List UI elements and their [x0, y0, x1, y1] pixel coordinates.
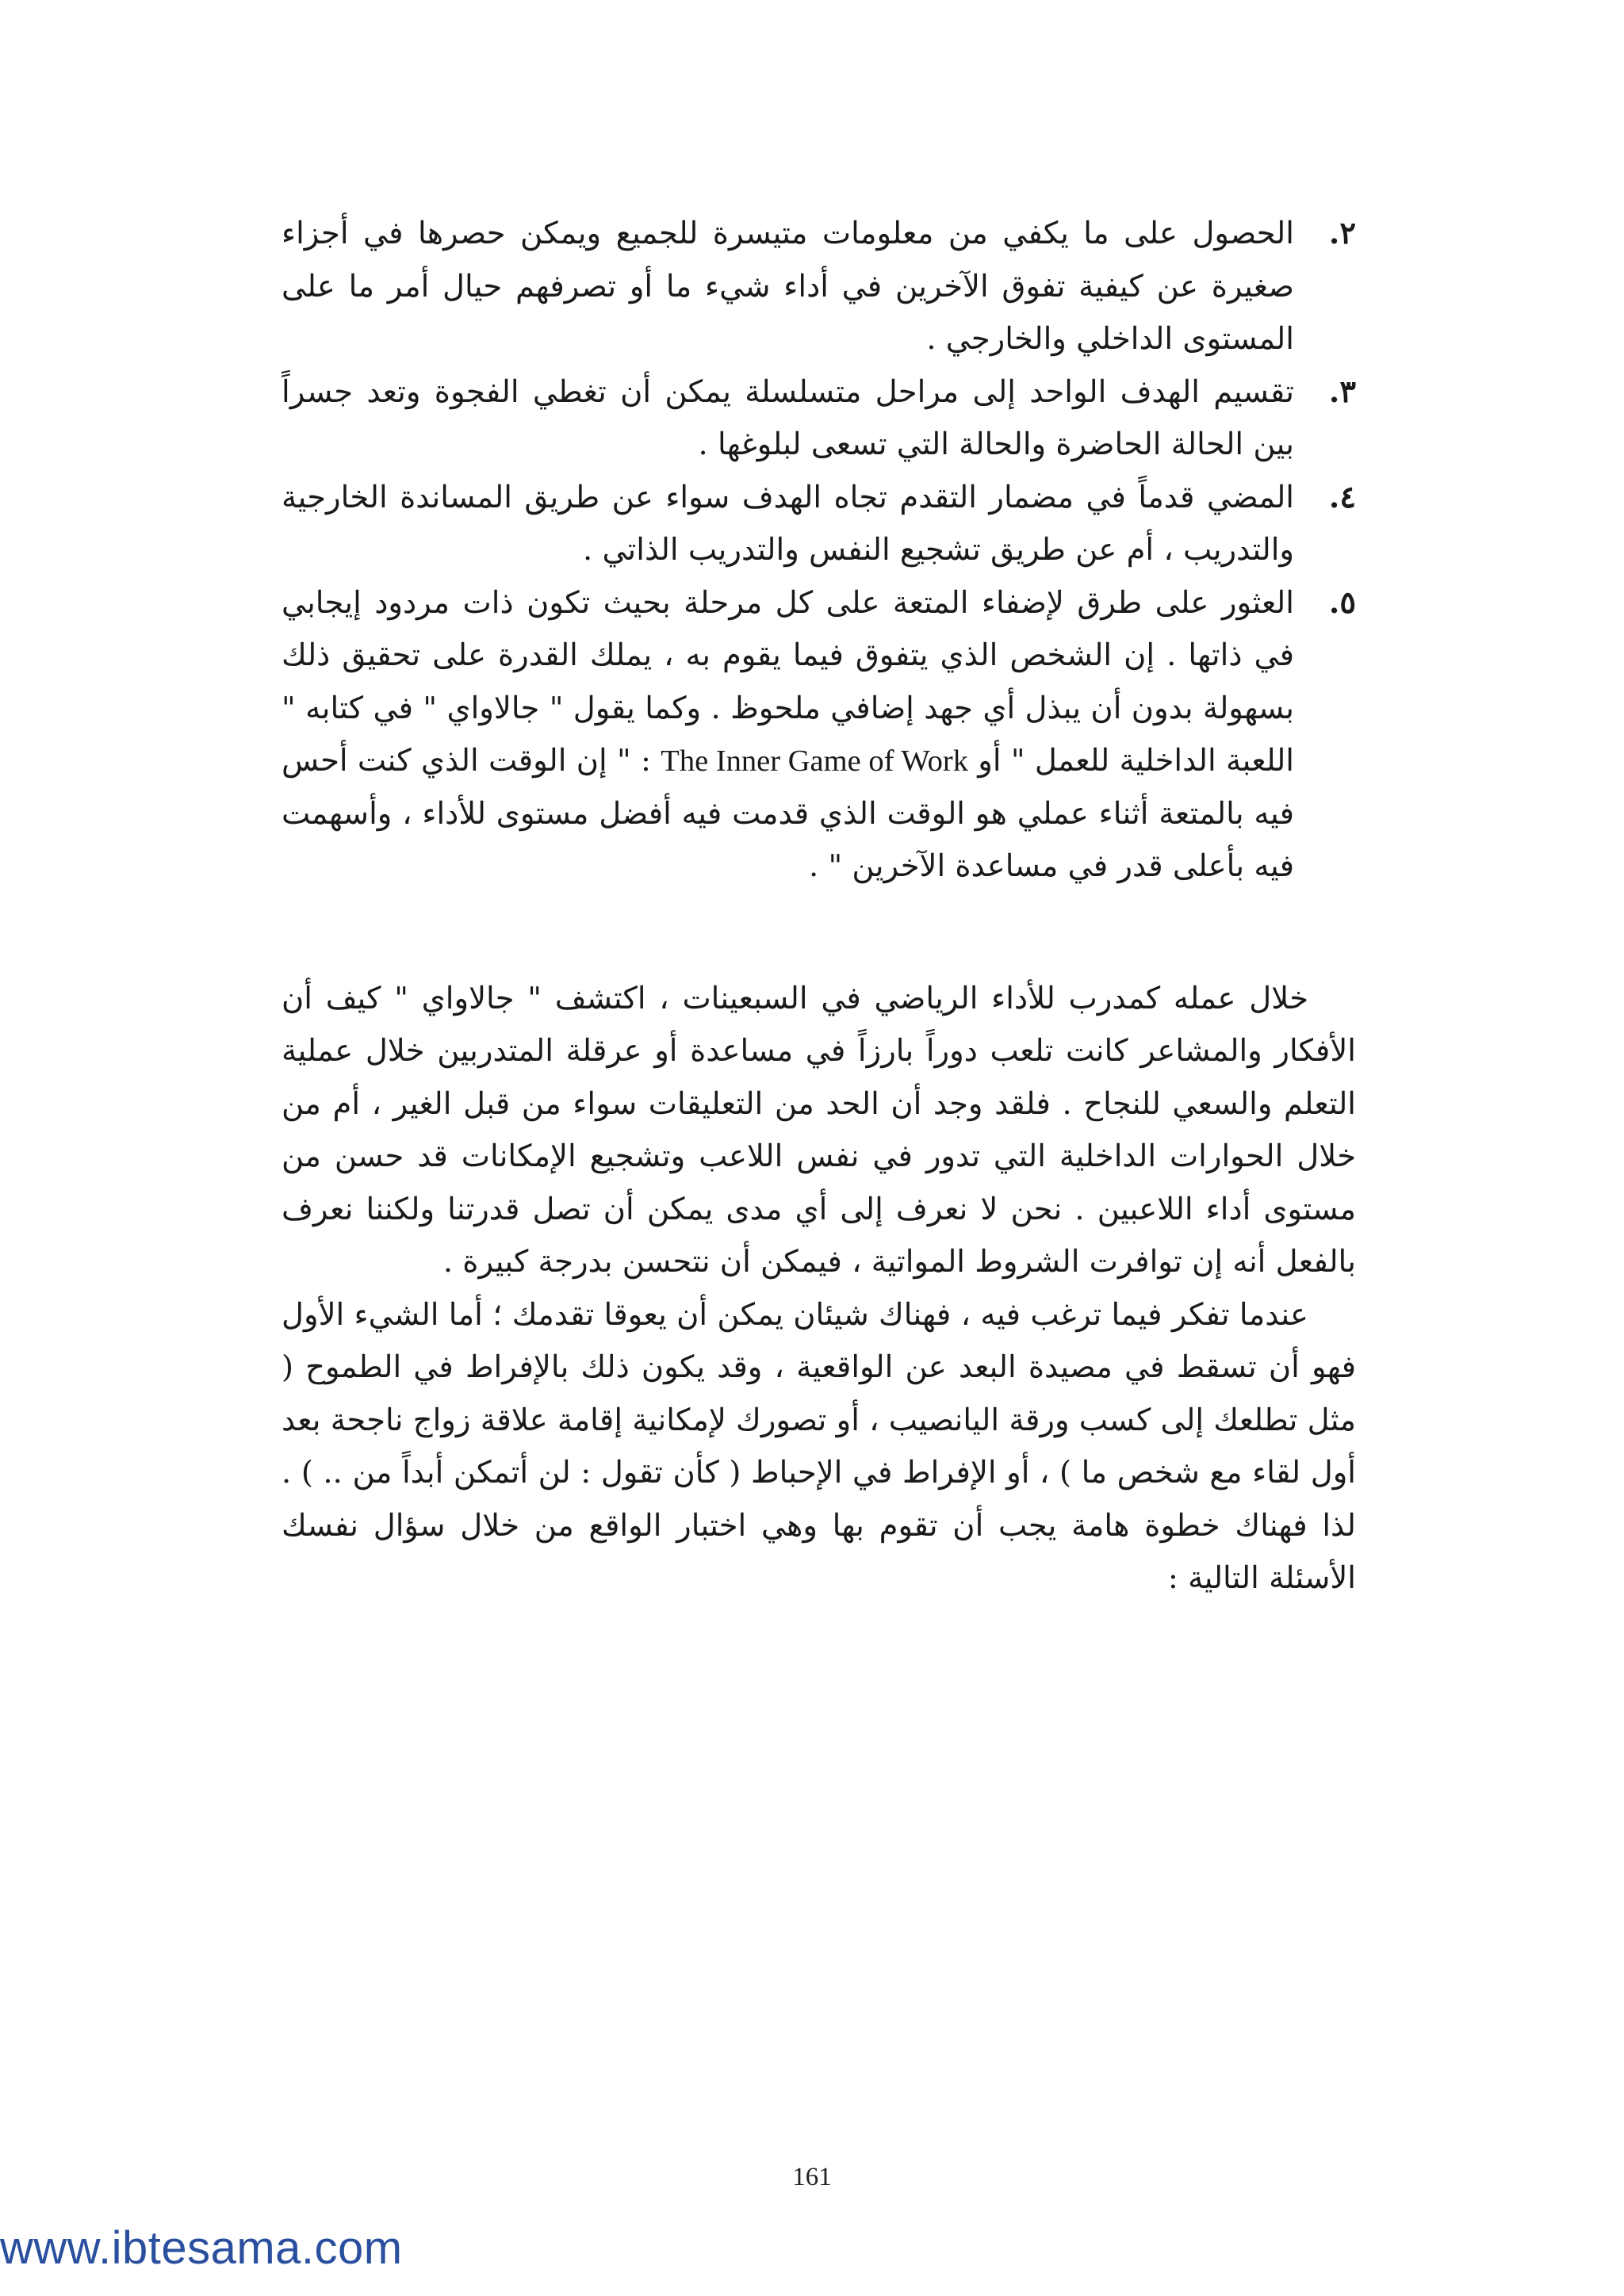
- book-title-english: The Inner Game of Work: [661, 744, 968, 778]
- list-item-number: ٢.: [1328, 216, 1356, 251]
- list-item-text: الحصول على ما يكفي من معلومات متيسرة للجميع ويمكن حصرها في أجزاء صغيرة عن كيفية تفوق الآخرين في أداء شيء ما أو تصرفهم حيال أمر ما على المستوى الداخلي والخارجي .: [282, 216, 1294, 357]
- list-item: [282, 208, 1356, 366]
- page-number: 161: [792, 2163, 832, 2191]
- list-item-number: ٤.: [1328, 479, 1356, 515]
- paragraph: خلال عمله كمدرب للأداء الرياضي في السبعينات ، اكتشف " جالاواي " كيف أن الأفكار والمشاعر كانت تلعب دوراً بارزاً في مساعدة أو عرقلة المتدربين خلال عملية التعلم والسعي للنجاح . فلقد وجد أن الحد من التعليقات سواء من قبل الغير ، أم من خلال الحوارات الداخلية التي تدور في نفس اللاعب وتشجيع الإمكانات قد حسن من مستوى أداء اللاعبين . نحن لا نعرف إلى أي مدى يمكن أن تصل قدرتنا ولكننا نعرف بالفعل أنه إن توافرت الشروط المواتية ، فيمكن أن نتحسن بدرجة كبيرة .: [282, 980, 1356, 1280]
- paragraph: عندما تفكر فيما ترغب فيه ، فهناك شيئان يمكن أن يعوقا تقدمك ؛ أما الشيء الأول فهو أن تسقط في مصيدة البعد عن الواقعية ، وقد يكون ذلك بالإفراط في الطموح ( مثل تطلعك إلى كسب ورقة اليانصيب ، أو تصورك لإمكانية إقامة علاقة زواج ناجحة بعد أول لقاء مع شخص ما ) ، أو الإفراط في الإحباط ( كأن تقول : لن أتمكن أبداً من .. ) . لذا فهناك خطوة هامة يجب أن تقوم بها وهي اختبار الواقع من خلال سؤال نفسك الأسئلة التالية :: [282, 1296, 1356, 1596]
- list-item-number: ٣.: [1328, 373, 1356, 410]
- list-item-text-before: العثور على طرق لإضفاء المتعة على كل مرحلة بحيث تكون ذات مردود إيجابي في ذاتها . إن الشخص الذي يتفوق فيما يقوم به ، يملك القدرة على تحقيق ذلك بسهولة بدون أن يبذل أي جهد إضافي ملحوظ . وكما يقول " جالاواي " في كتابه " اللعبة الداخلية للعمل " أو: [282, 584, 1294, 779]
- list-item: [282, 577, 1356, 894]
- list-item: [282, 366, 1356, 472]
- list-item-text: تقسيم الهدف الواحد إلى مراحل متسلسلة يمكن أن تغطي الفجوة وتعد جسراً بين الحالة الحاضرة والحالة التي تسعى لبلوغها .: [282, 373, 1294, 462]
- list-item-text: المضي قدماً في مضمار التقدم تجاه الهدف سواء عن طريق المساندة الخارجية والتدريب ، أم عن طريق تشجيع النفس والتدريب الذاتي .: [282, 479, 1294, 568]
- list-item-number: ٥.: [1328, 584, 1356, 621]
- list-item-text-after: : " إن الوقت الذي كنت أحس فيه بالمتعة أثناء عملي هو الوقت الذي قدمت فيه أفضل مستوى للأداء ، وأسهمت فيه بأعلى قدر في مساعدة الآخرين " .: [282, 743, 1294, 884]
- page-content: [282, 208, 1356, 1605]
- watermark-url: www.ibtesama.com: [0, 2222, 403, 2274]
- list-item-text: [282, 577, 1294, 894]
- list-item: [282, 472, 1356, 577]
- numbered-list: [282, 208, 1356, 894]
- body-paragraphs: [282, 973, 1356, 1605]
